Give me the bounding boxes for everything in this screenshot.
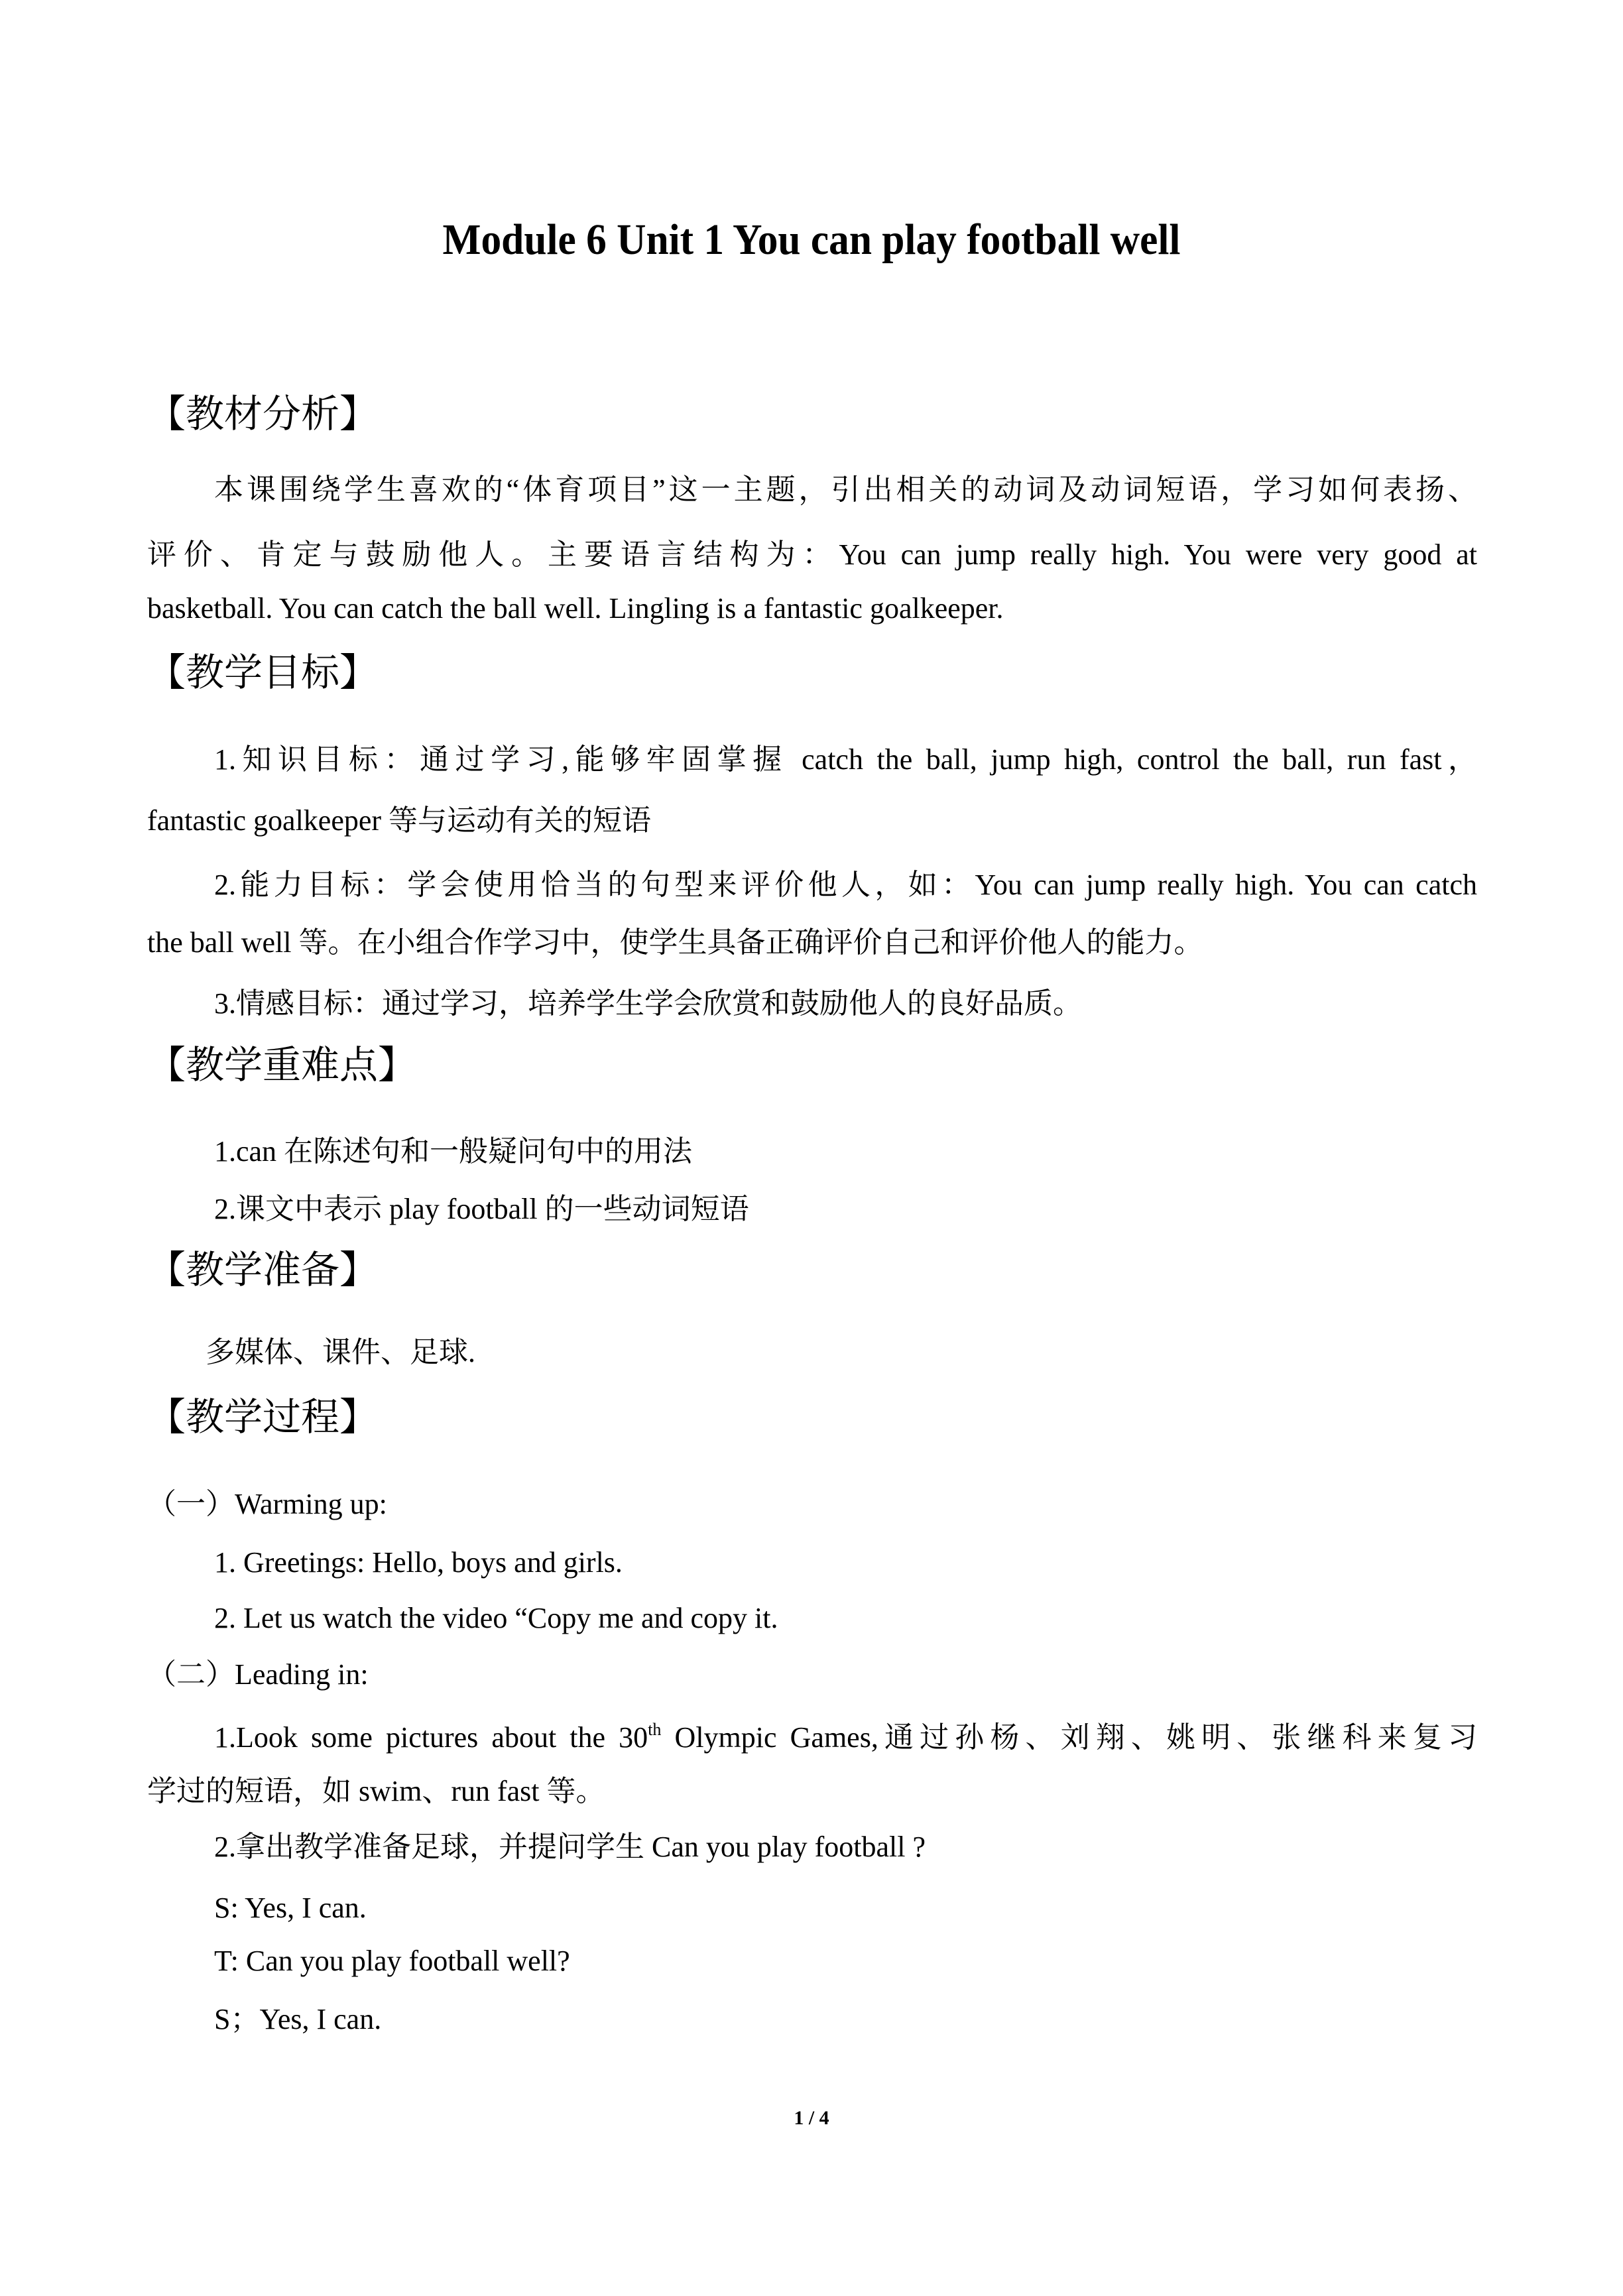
process-line-text: 1.Look some pictures about the 30: [214, 1721, 648, 1754]
paragraph-line: basketball. You can catch the ball well. Lingling is a fantastic goalkeeper.: [147, 592, 1004, 625]
section-heading-key-points: 【教学重难点】: [147, 1044, 417, 1087]
section-heading-teaching-objectives: 【教学目标】: [147, 651, 379, 694]
key-point-line: 1.can 在陈述句和一般疑问句中的用法: [214, 1135, 693, 1168]
process-line: 学过的短语，如 swim、run fast 等。: [147, 1775, 605, 1807]
objective-line: 3.情感目标：通过学习，培养学生学会欣赏和鼓励他人的良好品质。: [214, 987, 1082, 1020]
dialogue-line-student: S: Yes, I can.: [214, 1892, 367, 1924]
section-heading-textbook-analysis: 【教材分析】: [147, 393, 379, 436]
page-number: 1 / 4: [794, 2107, 829, 2129]
preparation-line: 多媒体、课件、足球.: [206, 1336, 475, 1368]
dialogue-line-teacher: T: Can you play football well?: [214, 1945, 570, 1977]
document-title: Module 6 Unit 1 You can play football well: [442, 215, 1181, 264]
section-heading-preparation: 【教学准备】: [147, 1248, 379, 1292]
superscript-ordinal: th: [648, 1720, 662, 1739]
subsection-label-leading-in: （二）Leading in:: [147, 1658, 369, 1691]
dialogue-line-student: S；Yes, I can.: [214, 2003, 382, 2035]
objective-line: 2.能力目标：学会使用恰当的句型来评价他人，如：You can jump really high. You can catch: [214, 869, 1477, 901]
key-point-line: 2.课文中表示 play football 的一些动词短语: [214, 1193, 749, 1225]
process-line: 2. Let us watch the video “Copy me and copy it.: [214, 1602, 778, 1634]
process-line: 1. Greetings: Hello, boys and girls.: [214, 1546, 623, 1579]
objective-line: fantastic goalkeeper 等与运动有关的短语: [147, 804, 652, 837]
process-line-text: Olympic Games,通过孙杨、刘翔、姚明、张继科来复习: [661, 1721, 1477, 1754]
process-line: [147, 1709, 1477, 1767]
objective-line: the ball well 等。在小组合作学习中，使学生具备正确评价自己和评价他人的能力。: [147, 926, 1203, 959]
objective-line: 1.知识目标：通过学习,能够牢固掌握 catch the ball, jump high, control the ball, run fast，: [214, 743, 1477, 776]
paragraph-line: 评价、肯定与鼓励他人。主要语言结构为：You can jump really high. You were very good at: [147, 538, 1477, 571]
process-line: 2.拿出教学准备足球，并提问学生 Can you play football ?: [214, 1831, 926, 1863]
subsection-label-warming-up: （一）Warming up:: [147, 1488, 387, 1520]
paragraph-line: 本课围绕学生喜欢的“体育项目”这一主题，引出相关的动词及动词短语，学习如何表扬、: [214, 473, 1477, 506]
section-heading-teaching-process: 【教学过程】: [147, 1396, 379, 1439]
